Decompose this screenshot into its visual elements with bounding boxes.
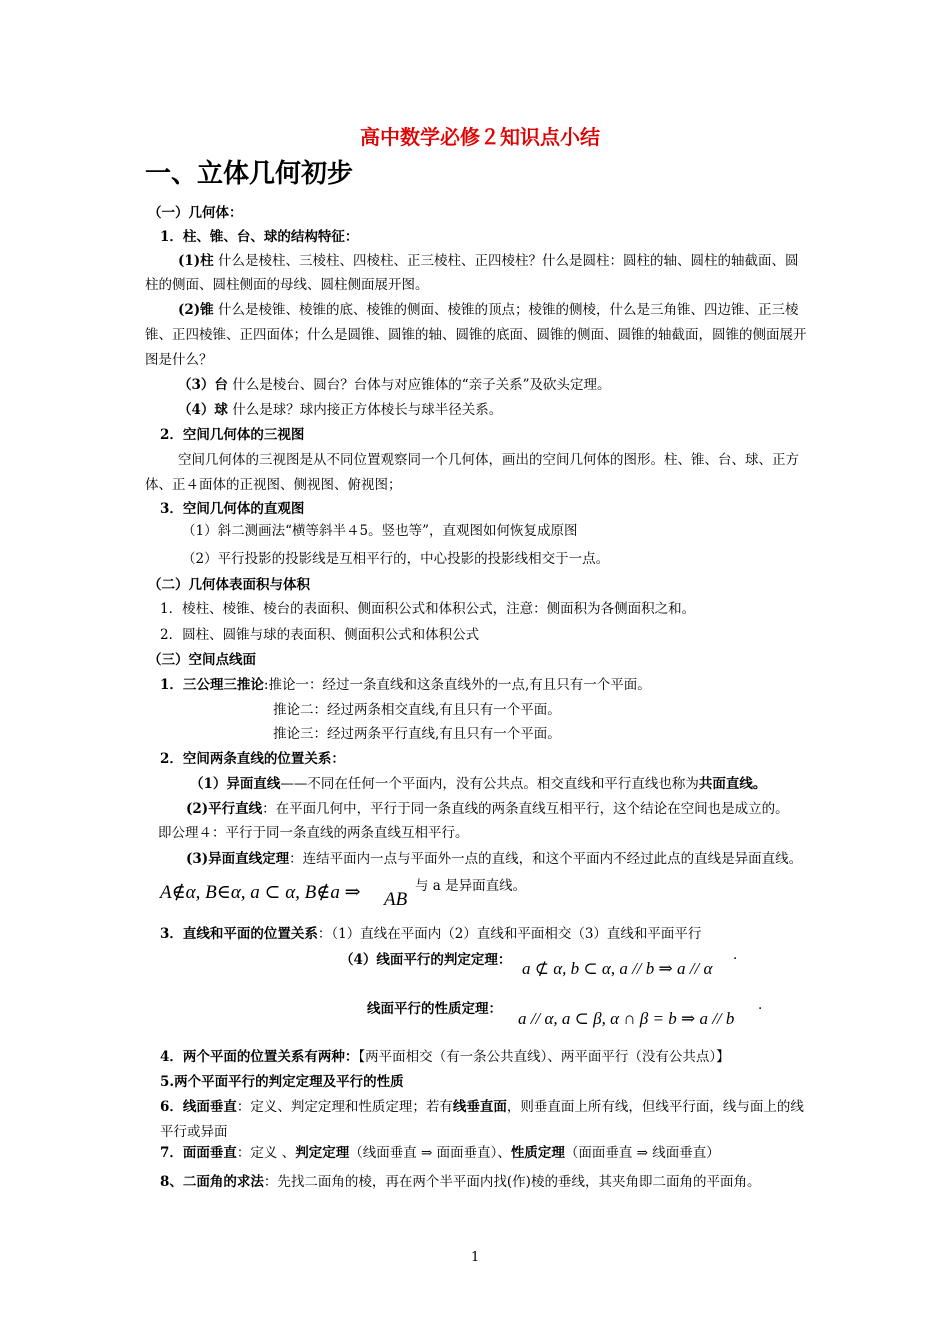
parallel-criterion-label: （4）线面平行的判定定理： (340, 952, 512, 968)
planes-relation-text: 【两平面相交（有一条公共直线）、两平面平行（没有公共点）】 (358, 1049, 730, 1065)
plane-perp-property: 性质定理 (510, 1145, 565, 1161)
line-plane-label: 3．直线和平面的位置关系 (160, 926, 318, 942)
line-plane-line (160, 925, 701, 943)
item-2-text-cont: 体、正４面体的正视图、侧视图、俯视图； (145, 477, 402, 493)
skew-formula-ab: AB (384, 889, 408, 910)
skew-formula-tail: 与 a 是异面直线。 (415, 878, 527, 894)
line-plane-text: ：（1）直线在平面内（2）直线和平面相交（3）直线和平面平行 (317, 926, 702, 942)
plane-plane-perp-label: 7．面面垂直 (160, 1145, 237, 1161)
dihedral-line (160, 1173, 760, 1191)
line-plane-perp-line (160, 1098, 804, 1116)
paragraph-zhu-cont: 柱的侧面、圆柱侧面的母线、圆柱侧面展开图。 (145, 277, 429, 293)
section-2-heading: （二）几何体表面积与体积 (148, 577, 310, 593)
skew-theorem-label: (3)异面直线定理 (186, 851, 290, 867)
item-3-heading: 3．空间几何体的直观图 (160, 501, 305, 517)
item-2-text: 空间几何体的三视图是从不同位置观察同一个几何体，画出的空间几何体的图形。柱、锥、台、球、正方 (178, 452, 799, 468)
section-2-item-1: 1．棱柱、棱锥、棱台的表面积、侧面积公式和体积公式，注意：侧面积为各侧面积之和。 (160, 601, 696, 617)
document-title: 高中数学必修２知识点小结 (360, 125, 600, 149)
skew-lines-text: ——不同在任何一个平面内，没有公共点。相交直线和平行直线也称为 (280, 776, 699, 792)
plane-perp-def: ：定义 、 (236, 1145, 296, 1161)
axioms-label: 1．三公理三推论 (160, 677, 264, 693)
planes-parallel-heading: 5.两个平面平行的判定定理及平行的性质 (160, 1074, 404, 1090)
skew-formula: A∉α, B∈α, a ⊂ α, B∉a ⇒ (160, 882, 361, 903)
lines-relation-heading: 2．空间两条直线的位置关系： (160, 751, 345, 767)
line-plane-perp-label: 6．线面垂直 (160, 1099, 237, 1115)
chapter-heading: 一、立体几何初步 (145, 159, 354, 189)
paragraph-zhu (178, 252, 798, 270)
zhui-text: 什么是棱锥、棱锥的底、棱锥的侧面、棱锥的顶点；棱锥的侧棱，什么是三角锥、四边锥、正三棱 (213, 302, 799, 318)
corollary-3: 推论三：经过两条平行直线,有且只有一个平面。 (273, 726, 561, 742)
item-1-heading: 1．柱、锥、台、球的结构特征： (160, 229, 359, 245)
skew-lines-label: （1）异面直线 (190, 776, 281, 792)
dihedral-label: 8、二面角的求法 (160, 1174, 264, 1190)
corollary-1: :推论一：经过一条直线和这条直线外的一点,有且只有一个平面。 (263, 677, 651, 693)
section-1-heading: （一）几何体： (148, 205, 243, 221)
parallel-lines-label: (2)平行直线 (186, 801, 263, 817)
dihedral-text: ：先找二面角的棱，再在两个半平面内找(作)棱的垂线，其夹角即二面角的平面角。 (263, 1174, 761, 1190)
tai-label: （3）台 (178, 377, 228, 393)
parallel-lines-line (186, 800, 789, 818)
plane-perp-criterion: 判定定理 (295, 1145, 350, 1161)
axiom-4: 即公理４：平行于同一条直线的两条直线互相平行。 (158, 825, 469, 841)
line-plane-perp-text2: ，则垂直面上所有线，但线平行面，线与面上的线 (506, 1099, 804, 1115)
qiu-label: （4）球 (178, 402, 228, 418)
corollary-2: 推论二：经过两条相交直线,有且只有一个平面。 (273, 702, 561, 718)
paragraph-tai (178, 376, 611, 394)
item-2-heading: 2．空间几何体的三视图 (160, 427, 305, 443)
tai-text: 什么是棱台、圆台？台体与对应锥体的“亲子关系”及砍头定理。 (227, 377, 611, 393)
skew-theorem-text: ：连结平面内一点与平面外一点的直线，和这个平面内不经过此点的直线是异面直线。 (289, 851, 803, 867)
zhu-text: 什么是棱柱、三棱柱、四棱柱、正三棱柱、正四棱柱？什么是圆柱：圆柱的轴、圆柱的轴截面、圆 (213, 253, 799, 269)
paragraph-zhui-cont2: 图是什么？ (145, 352, 213, 368)
page-number: 1 (471, 1250, 480, 1265)
property-dot: · (758, 1001, 763, 1017)
axioms-line (160, 676, 651, 694)
parallel-property-label: 线面平行的性质定理： (367, 1001, 502, 1017)
line-perp-plane-term: 线垂直面 (452, 1099, 507, 1115)
section-3-heading: （三）空间点线面 (148, 652, 256, 668)
plane-perp-property-detail: （面面垂直 ⇒ 线面垂直） (564, 1145, 720, 1161)
zhui-label: (2)锥 (178, 302, 214, 318)
item-3-b: （2）平行投影的投影线是互相平行的，中心投影的投影线相交于一点。 (182, 551, 610, 567)
paragraph-zhui-cont: 锥、正四棱锥、正四面体；什么是圆锥、圆锥的轴、圆锥的底面、圆锥的侧面、圆锥的轴截面，圆锥的侧面展开 (145, 327, 807, 343)
planes-relation-label: 4．两个平面的位置关系有两种： (160, 1049, 359, 1065)
parallel-property-formula: a // α, a ⊂ β, α ∩ β = b ⇒ a // b (518, 1009, 735, 1028)
skew-theorem-line (186, 850, 802, 868)
item-3-a: （1）斜二测画法“横等斜半４5。竖也等”，直观图如何恢复成原图 (182, 523, 578, 539)
line-plane-perp-text: ：定义、判定定理和性质定理；若有 (236, 1099, 453, 1115)
paragraph-qiu (178, 401, 502, 419)
paragraph-zhui (178, 301, 798, 319)
qiu-text: 什么是球？球内接正方体棱长与球半径关系。 (227, 402, 503, 418)
line-plane-perp-cont: 平行或异面 (160, 1124, 228, 1140)
criterion-dot: · (733, 951, 738, 967)
plane-plane-perp-line (160, 1144, 720, 1162)
section-2-item-2: 2．圆柱、圆锥与球的表面积、侧面积公式和体积公式 (160, 627, 480, 643)
zhu-label: (1)柱 (178, 253, 214, 269)
parallel-criterion-formula: a ⊄ α, b ⊂ α, a // b ⇒ a // α (522, 959, 713, 978)
plane-perp-criterion-detail: （线面垂直 ⇒ 面面垂直）、 (349, 1145, 511, 1161)
skew-lines-line (190, 775, 766, 793)
coplanar-term: 共面直线。 (698, 776, 767, 792)
planes-relation-line (160, 1048, 730, 1066)
parallel-lines-text: ：在平面几何中，平行于同一条直线的两条直线互相平行，这个结论在空间也是成立的。 (262, 801, 789, 817)
